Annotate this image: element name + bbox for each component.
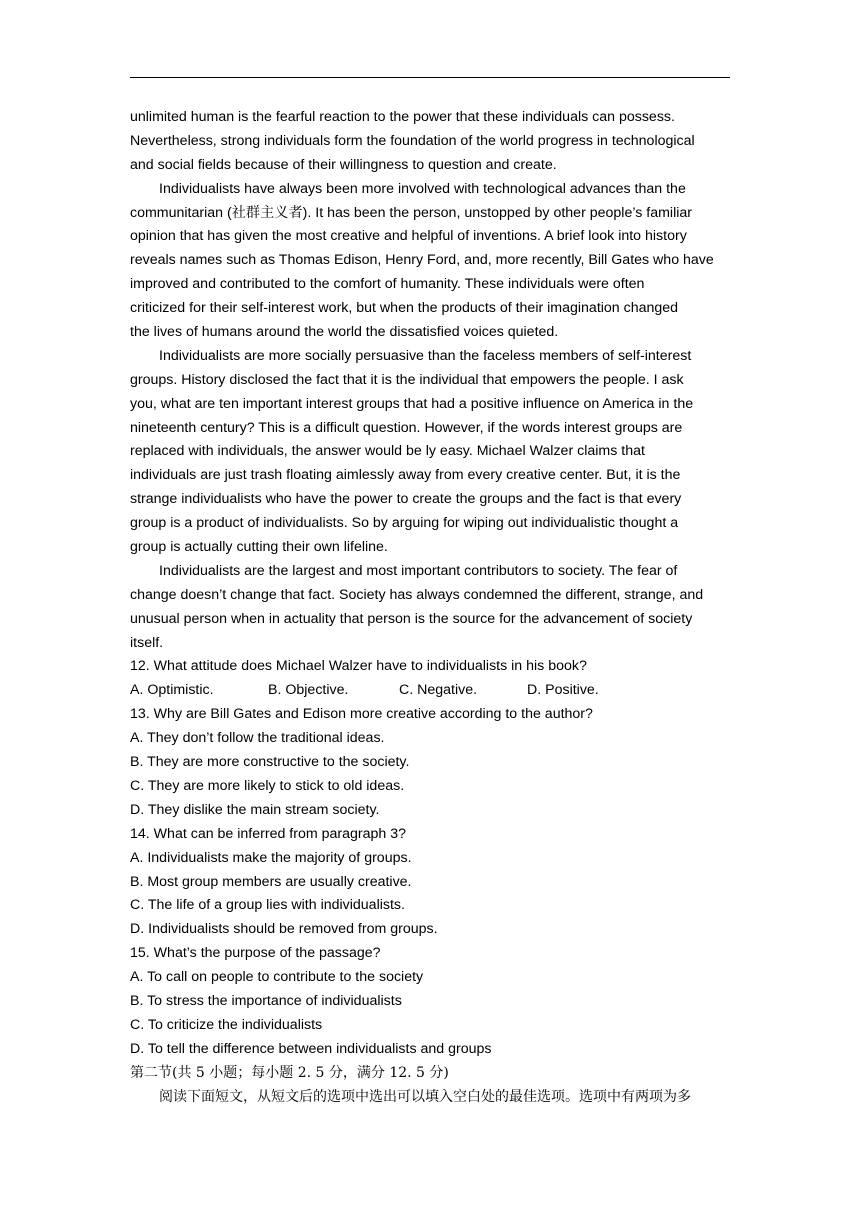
section-heading: 第二节(共 5 小题；每小题 2. 5 分，满分 12. 5 分) (130, 1064, 449, 1081)
option-a: A. Individualists make the majority of groups. (130, 849, 412, 866)
header-rule (130, 77, 730, 78)
passage-line: criticized for their self-interest work, but when the products of their imagination changed (130, 300, 679, 317)
option-d: D. Positive. (527, 682, 599, 699)
option-c: C. The life of a group lies with individualists. (130, 897, 405, 914)
passage-line: you, what are ten important interest groups that had a positive influence on America in the (130, 395, 694, 412)
passage-line: Nevertheless, strong individuals form the foundation of the world progress in technological (130, 132, 695, 149)
option-a: A. Optimistic. (130, 682, 214, 699)
question-stem: 12. What attitude does Michael Walzer have to individualists in his book? (130, 658, 587, 675)
paragraph-4-start: Individualists are the largest and most important contributors to society. The fear of (159, 562, 678, 579)
section-instruction: 阅读下面短文，从短文后的选项中选出可以填入空白处的最佳选项。选项中有两项为多 (159, 1088, 691, 1105)
passage-line: opinion that has given the most creative and helpful of inventions. A brief look into history (130, 228, 687, 245)
question-options (130, 679, 730, 703)
passage-line: nineteenth century? This is a difficult question. However, if the words interest groups are (130, 419, 683, 436)
option-b: B. Most group members are usually creative. (130, 873, 412, 890)
option-d: D. Individualists should be removed from groups. (130, 921, 438, 938)
passage-line: unusual person when in actuality that person is the source for the advancement of society (130, 610, 693, 627)
passage-line: individuals are just trash floating aimlessly away from every creative center. But, it is the (130, 467, 681, 484)
passage-line: unlimited human is the fearful reaction to the power that these individuals can possess. (130, 109, 675, 125)
paragraph-2-start: Individualists have always been more involved with technological advances than the (159, 180, 686, 197)
passage-line: communitarian (社群主义者). It has been the person, unstopped by other people’s familiar (130, 204, 692, 221)
option-c: C. They are more likely to stick to old ideas. (130, 777, 405, 794)
passage-line: groups. History disclosed the fact that it is the individual that empowers the people. I ask (130, 371, 684, 388)
option-c: C. Negative. (399, 682, 478, 699)
option-d: D. To tell the difference between individualists and groups (130, 1040, 492, 1057)
passage-line: and social fields because of their willingness to question and create. (130, 156, 557, 173)
option-a: A. To call on people to contribute to the society (130, 969, 424, 986)
option-a: A. They don’t follow the traditional ideas. (130, 730, 385, 747)
option-d: D. They dislike the main stream society. (130, 801, 380, 818)
question-15 (130, 942, 730, 1061)
question-14 (130, 823, 730, 942)
section-2 (130, 1062, 730, 1110)
document-body (130, 106, 730, 1109)
option-b: B. Objective. (268, 682, 349, 699)
passage-line: improved and contributed to the comfort of humanity. These individuals were often (130, 276, 645, 293)
option-c: C. To criticize the individualists (130, 1016, 323, 1033)
passage-line: the lives of humans around the world the dissatisfied voices quieted. (130, 324, 559, 341)
question-stem: 13. Why are Bill Gates and Edison more creative according to the author? (130, 706, 593, 723)
passage-line: strange individualists who have the power to create the groups and the fact is that every (130, 491, 682, 508)
passage-line: group is a product of individualists. So by arguing for wiping out individualistic thought a (130, 515, 679, 532)
passage-line: itself. (130, 634, 164, 651)
question-stem: 14. What can be inferred from paragraph 3? (130, 825, 407, 842)
passage-line: reveals names such as Thomas Edison, Henry Ford, and, more recently, Bill Gates who have (130, 252, 714, 269)
passage-line: change doesn’t change that fact. Society has always condemned the different, strange, and (130, 586, 704, 603)
question-13 (130, 703, 730, 822)
reading-passage (130, 106, 730, 655)
question-12 (130, 655, 730, 703)
paragraph-3-start: Individualists are more socially persuasive than the faceless members of self-interest (159, 347, 692, 364)
question-stem: 15. What’s the purpose of the passage? (130, 945, 381, 962)
option-b: B. They are more constructive to the society. (130, 754, 410, 771)
option-b: B. To stress the importance of individualists (130, 992, 402, 1009)
passage-line: group is actually cutting their own lifeline. (130, 539, 388, 556)
passage-line: replaced with individuals, the answer would be ly easy. Michael Walzer claims that (130, 443, 645, 460)
